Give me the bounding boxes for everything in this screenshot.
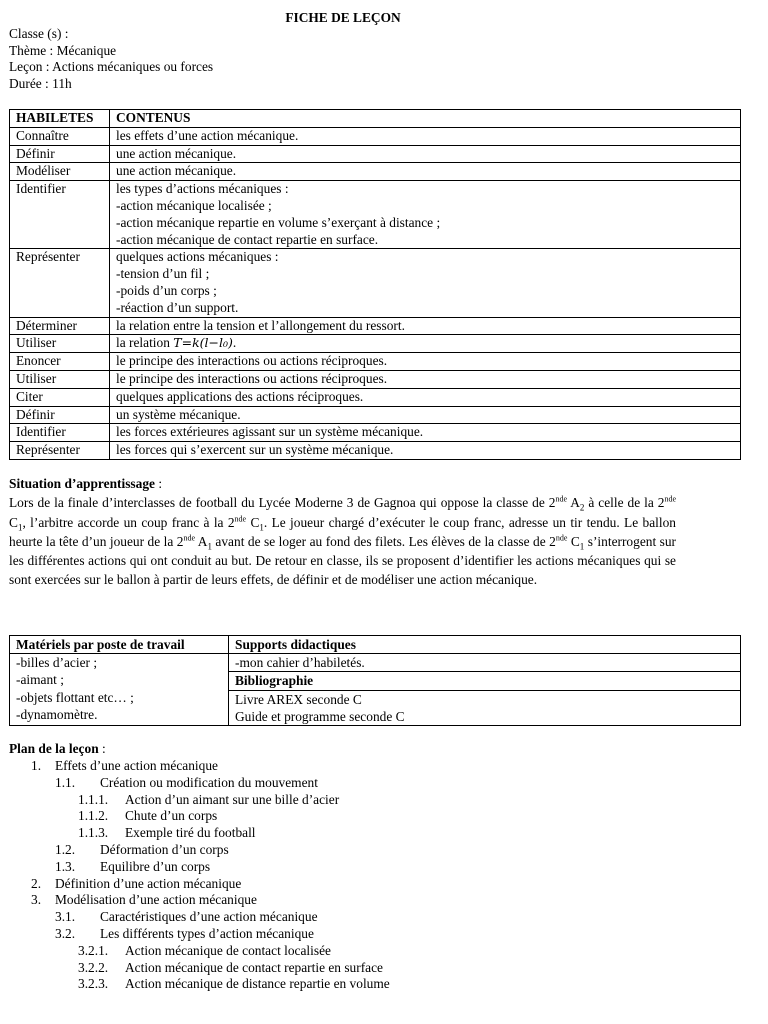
skill-verb: Enoncer bbox=[10, 353, 110, 371]
content-line: quelques applications des actions réciproques. bbox=[116, 388, 364, 404]
plan-item bbox=[9, 858, 739, 875]
plan-item-number: 3. bbox=[31, 892, 42, 908]
skills-row bbox=[10, 406, 741, 424]
content-line: -poids d’un corps ; bbox=[116, 282, 217, 298]
plan-item bbox=[9, 908, 739, 925]
content-line: un système mécanique. bbox=[116, 406, 241, 422]
content-line: -action mécanique localisée ; bbox=[116, 197, 272, 213]
situation-text: Lors de la finale d’interclasses de football du Lycée Moderne 3 de Gagnoa qui oppose la classe de 2nde $A_2$ à celle de la 2nde $C_1$, l’arbitre accorde un coup franc à la 2nde $C_1$. Le joueur chargé d’exécuter le coup franc, adresse un tir tendu. Le ballon heurte la tête d’un joueur de la 2nde $A_1$ avant de se loger au fond des filets. Les élèves de la classe de 2nde $C_1$ s’interrogent sur les différentes actions qui ont conduit au but. De retour en classe, ils se proposent d’identifier les actions mécaniques qui se sont exercées sur le ballon à partir de leurs effets, de définir et de modéliser une action mécanique. bbox=[9, 494, 677, 588]
plan-item-text: Définition d’une action mécanique bbox=[55, 875, 242, 891]
skill-content bbox=[110, 335, 741, 353]
skill-verb: Déterminer bbox=[10, 317, 110, 335]
plan-item-number: 3.2.1. bbox=[78, 942, 109, 958]
lesson-line: Leçon : Actions mécaniques ou forces bbox=[9, 59, 214, 74]
plan-item-text: Exemple tiré du football bbox=[125, 825, 256, 841]
skills-row bbox=[10, 249, 741, 317]
skill-verb: Identifier bbox=[10, 181, 110, 249]
material-item: -billes d’acier ; bbox=[16, 655, 98, 671]
skills-row bbox=[10, 163, 741, 181]
supports-header: Supports didactiques bbox=[229, 636, 741, 654]
plan-item-number: 1.1. bbox=[55, 774, 76, 790]
skill-content bbox=[110, 317, 741, 335]
materials-header: Matériels par poste de travail bbox=[10, 636, 229, 654]
skill-verb: Représenter bbox=[10, 442, 110, 460]
content-line: le principe des interactions ou actions réciproques. bbox=[116, 370, 388, 386]
page-title: FICHE DE LEÇON bbox=[285, 10, 401, 25]
content-line: une action mécanique. bbox=[116, 163, 237, 179]
materials-list bbox=[10, 654, 229, 726]
plan-item-number: 1. bbox=[31, 758, 42, 773]
skill-content bbox=[110, 163, 741, 181]
plan-item-text: Action mécanique de contact repartie en surface bbox=[125, 959, 384, 975]
contenus-header: CONTENUS bbox=[110, 110, 741, 128]
skills-body bbox=[10, 127, 741, 459]
skill-verb: Identifier bbox=[10, 424, 110, 442]
plan-item-text: Equilibre d’un corps bbox=[100, 858, 211, 874]
lesson-plan bbox=[9, 740, 739, 992]
plan-item-text: Déformation d’un corps bbox=[100, 841, 229, 857]
material-item: -objets flottant etc… ; bbox=[16, 689, 134, 705]
habiletes-header: HABILETES bbox=[10, 110, 110, 128]
skills-row bbox=[10, 424, 741, 442]
plan-item-number: 3.2. bbox=[55, 925, 76, 941]
content-line: une action mécanique. bbox=[116, 145, 237, 161]
content-line: -réaction d’un support. bbox=[116, 299, 239, 315]
materials-table bbox=[9, 635, 741, 726]
content-line: la relation entre la tension et l’allongement du ressort. bbox=[116, 317, 405, 333]
skill-content bbox=[110, 370, 741, 388]
plan-item-text: Création ou modification du mouvement bbox=[100, 774, 318, 790]
skill-content bbox=[110, 127, 741, 145]
plan-item-text: Effets d’une action mécanique bbox=[55, 758, 218, 773]
plan-item-number: 3.2.2. bbox=[78, 959, 109, 975]
plan-item bbox=[9, 959, 739, 976]
skills-row bbox=[10, 127, 741, 145]
skills-table bbox=[9, 109, 741, 460]
content-line: -action mécanique de contact repartie en surface. bbox=[116, 231, 379, 247]
skill-content bbox=[110, 249, 741, 317]
skill-content bbox=[110, 406, 741, 424]
plan-item bbox=[9, 925, 739, 942]
plan-item bbox=[9, 824, 739, 841]
content-line: -tension d’un fil ; bbox=[116, 266, 210, 282]
skill-verb: Utiliser bbox=[10, 335, 110, 353]
skill-content bbox=[110, 181, 741, 249]
material-item: -dynamomètre. bbox=[16, 706, 98, 722]
skills-row bbox=[10, 370, 741, 388]
plan-item-text: Les différents types d’action mécanique bbox=[100, 925, 314, 941]
plan-item-number: 1.1.1. bbox=[78, 791, 109, 807]
content-line: les forces extérieures agissant sur un système mécanique. bbox=[116, 424, 424, 440]
spring-formula: T=k(l−l₀) bbox=[173, 335, 233, 351]
content-line: le principe des interactions ou actions réciproques. bbox=[116, 353, 388, 369]
skill-content bbox=[110, 388, 741, 406]
skill-verb: Définir bbox=[10, 145, 110, 163]
plan-item bbox=[9, 975, 739, 992]
plan-item-number: 3.1. bbox=[55, 909, 76, 925]
plan-item-text: Action d’un aimant sur une bille d’acier bbox=[125, 791, 340, 807]
skills-row bbox=[10, 145, 741, 163]
materials-header-row bbox=[10, 636, 741, 654]
plan-items bbox=[9, 757, 739, 992]
biblio-header: Bibliographie bbox=[229, 672, 741, 690]
skill-verb: Représenter bbox=[10, 249, 110, 317]
plan-item bbox=[9, 807, 739, 824]
content-line: quelques actions mécaniques : bbox=[116, 249, 279, 265]
skill-verb: Modéliser bbox=[10, 163, 110, 181]
skill-verb: Utiliser bbox=[10, 370, 110, 388]
skill-verb: Connaître bbox=[10, 127, 110, 145]
plan-title: Plan de la leçon : bbox=[9, 741, 106, 756]
plan-item bbox=[9, 891, 739, 908]
plan-item bbox=[9, 757, 739, 774]
plan-item bbox=[9, 875, 739, 892]
lesson-header bbox=[9, 25, 213, 91]
content-line: les effets d’une action mécanique. bbox=[116, 127, 299, 143]
plan-item bbox=[9, 774, 739, 791]
plan-item-text: Action mécanique de contact localisée bbox=[125, 942, 331, 958]
material-item: -aimant ; bbox=[16, 672, 64, 688]
plan-item-number: 3.2.3. bbox=[78, 976, 109, 992]
plan-item-text: Action mécanique de distance repartie en volume bbox=[125, 976, 390, 992]
plan-item bbox=[9, 942, 739, 959]
skills-header-row bbox=[10, 110, 741, 128]
support-item: -mon cahier d’habiletés. bbox=[229, 654, 741, 672]
content-line: les forces qui s’exercent sur un système mécanique. bbox=[116, 442, 394, 458]
plan-item-number: 1.1.2. bbox=[78, 808, 109, 824]
content-line: la relation bbox=[116, 335, 174, 351]
biblio-item: Livre AREX seconde C bbox=[235, 691, 362, 707]
plan-item bbox=[9, 841, 739, 858]
skill-verb: Définir bbox=[10, 406, 110, 424]
skills-row bbox=[10, 442, 741, 460]
skill-content bbox=[110, 424, 741, 442]
skills-row bbox=[10, 317, 741, 335]
skills-row bbox=[10, 335, 741, 353]
plan-item-text: Caractéristiques d’une action mécanique bbox=[100, 909, 318, 925]
plan-item-number: 1.1.3. bbox=[78, 825, 109, 841]
theme-line: Thème : Mécanique bbox=[9, 42, 117, 58]
plan-item-text: Chute d’un corps bbox=[125, 808, 218, 824]
materials-content-row bbox=[10, 654, 741, 672]
skill-content bbox=[110, 353, 741, 371]
formula-period: . bbox=[232, 335, 237, 351]
skill-content bbox=[110, 442, 741, 460]
plan-item-number: 1.3. bbox=[55, 858, 76, 874]
plan-item bbox=[9, 791, 739, 808]
plan-item-text: Modélisation d’une action mécanique bbox=[55, 892, 257, 908]
content-line: -action mécanique repartie en volume s’exerçant à distance ; bbox=[116, 214, 441, 230]
content-line: les types d’actions mécaniques : bbox=[116, 181, 289, 197]
skill-verb: Citer bbox=[10, 388, 110, 406]
plan-item-number: 1.2. bbox=[55, 841, 76, 857]
biblio-item: Guide et programme seconde C bbox=[235, 708, 405, 724]
duration-line: Durée : 11h bbox=[9, 75, 72, 91]
situation-title: Situation d’apprentissage bbox=[9, 476, 155, 491]
plan-item-number: 2. bbox=[31, 875, 42, 891]
biblio-list bbox=[229, 690, 741, 725]
skills-row bbox=[10, 181, 741, 249]
skill-content bbox=[110, 145, 741, 163]
classes-line: Classe (s) : bbox=[9, 26, 69, 41]
skills-row bbox=[10, 353, 741, 371]
learning-situation: Situation d’apprentissage : Lors de la finale d’interclasses de football du Lycée Moderne 3 de Gagnoa qui oppose la classe de 2nde $A_2$ à celle de la 2nde $C_1$, l’arbitre accorde un coup franc à la 2nde $C_1$. Le joueur chargé d’exécuter le coup franc, adresse un tir tendu. Le ballon heurte la tête d’un joueur de la 2nde $A_1$ avant de se loger au fond des filets. Les élèves de la classe de 2nde $C_1$ s’interrogent sur les différentes actions qui ont conduit au but. De retour en classe, ils se proposent d’identifier les actions mécaniques qui se sont exercées sur le ballon à partir de leurs effets, de définir et de modéliser une action mécanique. bbox=[9, 476, 677, 588]
skills-row bbox=[10, 388, 741, 406]
